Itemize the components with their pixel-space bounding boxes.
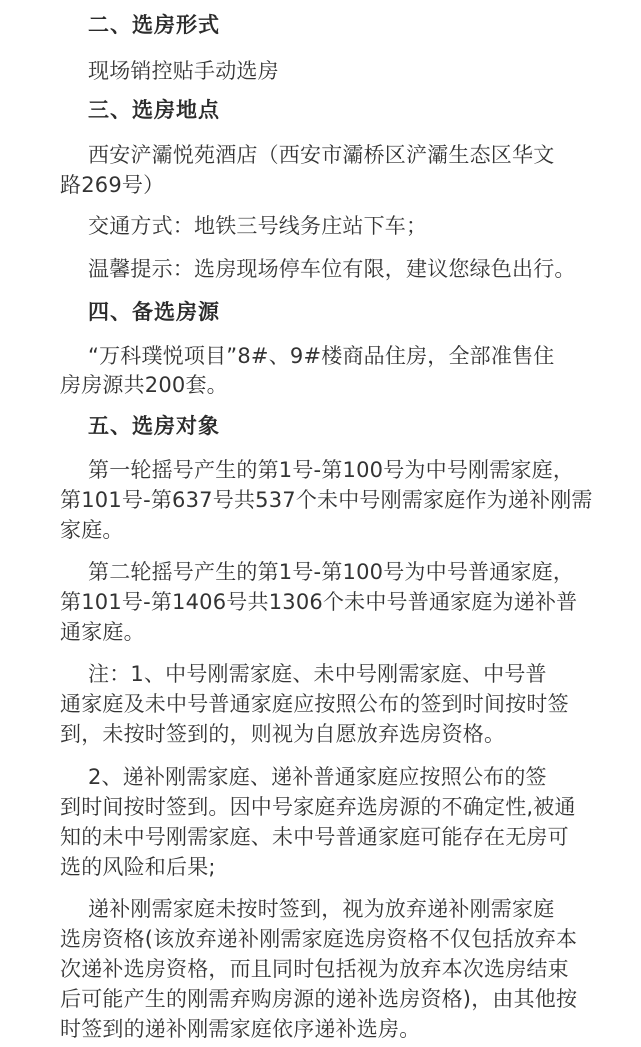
- section-heading-housing-source: 四、备选房源: [88, 300, 220, 324]
- first-round-line: 家庭。: [60, 518, 124, 542]
- note-2-line: 选的风险和后果;: [60, 855, 216, 879]
- note-1-line: 注：1、中号刚需家庭、未中号刚需家庭、中号普: [88, 662, 547, 686]
- traffic-info: 交通方式：地铁三号线务庄站下车；: [88, 214, 428, 238]
- section-heading-selection-target: 五、选房对象: [88, 414, 220, 438]
- location-address-line: 西安浐灞悦苑酒店（西安市灞桥区浐灞生态区华文: [88, 143, 555, 167]
- first-round-line: 第101号-第637号共537个未中号刚需家庭作为递补刚需: [60, 488, 593, 512]
- second-round-line: 第二轮摇号产生的第1号-第100号为中号普通家庭，: [88, 560, 575, 584]
- second-round-line: 通家庭。: [60, 620, 145, 644]
- location-address-line: 路269号）: [60, 173, 165, 197]
- note-1-line: 到，未按时签到的，则视为自愿放弃选房资格。: [60, 722, 506, 746]
- note-2-line: 知的未中号刚需家庭、未中号普通家庭可能存在无房可: [60, 825, 569, 849]
- section-heading-selection-form: 二、选房形式: [88, 13, 220, 37]
- second-round-line: 第101号-第1406号共1306个未中号普通家庭为递补普: [60, 590, 578, 614]
- note-1-line: 通家庭及未中号普通家庭应按照公布的签到时间按时签: [60, 692, 569, 716]
- selection-form-text: 现场销控贴手动选房: [88, 59, 279, 83]
- section-heading-selection-location: 三、选房地点: [88, 98, 220, 122]
- note-2-line: 到时间按时签到。因中号家庭弃选房源的不确定性,被通: [60, 795, 576, 819]
- parking-tip: 温馨提示：选房现场停车位有限，建议您绿色出行。: [88, 257, 576, 281]
- first-round-line: 第一轮摇号产生的第1号-第100号为中号刚需家庭，: [88, 458, 575, 482]
- note-3-line: 后可能产生的刚需弃购房源的递补选房资格)，由其他按: [60, 987, 578, 1011]
- housing-source-line: 房房源共200套。: [60, 373, 228, 397]
- note-3-line: 时签到的递补刚需家庭依序递补选房。: [60, 1017, 421, 1041]
- note-3-line: 选房资格(该放弃递补刚需家庭选房资格不仅包括放弃本: [60, 927, 578, 951]
- note-3-line: 次递补选房资格，而且同时包括视为放弃本次选房结束: [60, 957, 569, 981]
- housing-source-line: “万科璞悦项目”8#、9#楼商品住房，全部准售住: [88, 344, 555, 368]
- note-3-line: 递补刚需家庭未按时签到，视为放弃递补刚需家庭: [88, 897, 555, 921]
- note-2-line: 2、递补刚需家庭、递补普通家庭应按照公布的签: [88, 765, 547, 789]
